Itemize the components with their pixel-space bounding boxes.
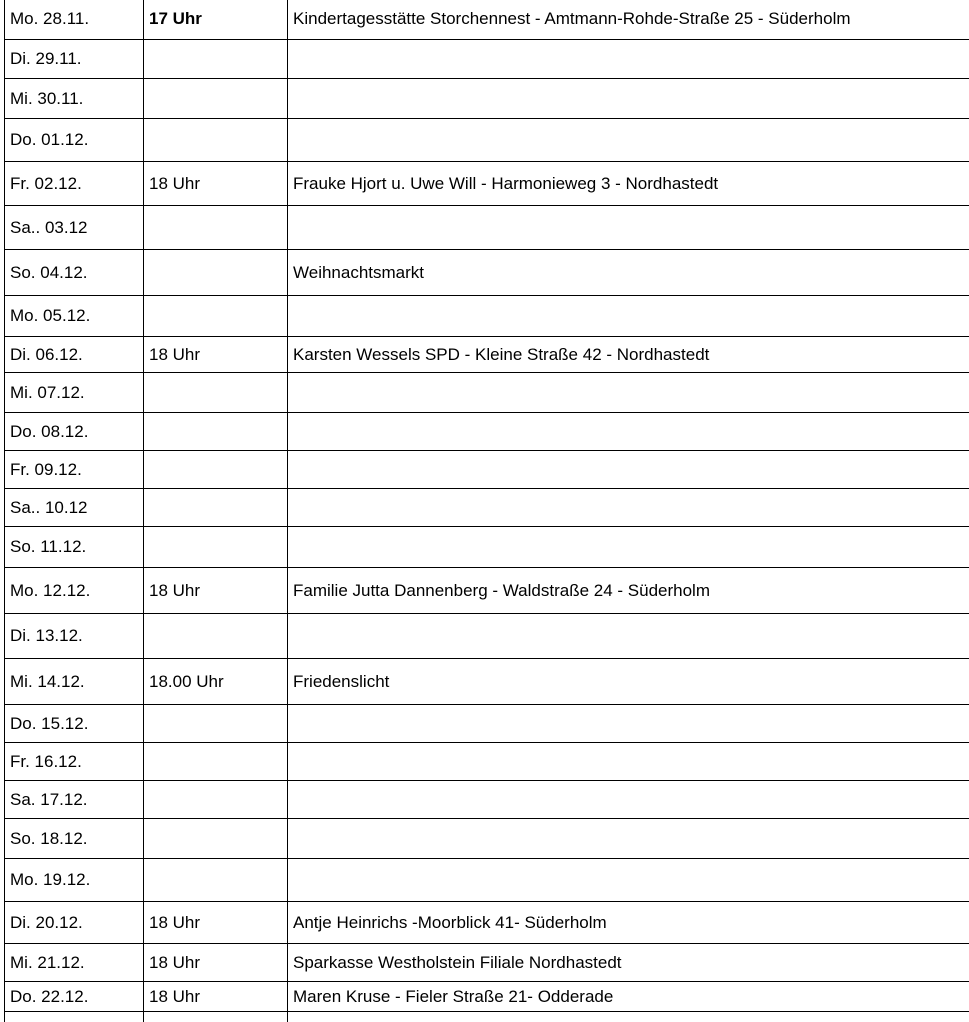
time-cell bbox=[144, 859, 288, 902]
table-row bbox=[5, 944, 969, 982]
event-cell bbox=[288, 743, 969, 781]
event-cell: Karsten Wessels SPD - Kleine Straße 42 - Nordhastedt bbox=[288, 337, 969, 373]
date-cell: Mi. 07.12. bbox=[5, 373, 144, 413]
date-cell: Mo. 19.12. bbox=[5, 859, 144, 902]
event-cell bbox=[288, 781, 969, 819]
time-cell: 18 Uhr bbox=[144, 337, 288, 373]
table-row bbox=[5, 79, 969, 119]
table-row bbox=[5, 614, 969, 659]
table-row bbox=[5, 373, 969, 413]
table-row bbox=[5, 982, 969, 1012]
date-cell: Do. 01.12. bbox=[5, 119, 144, 162]
date-cell: Do. 15.12. bbox=[5, 705, 144, 743]
event-cell bbox=[288, 296, 969, 337]
event-cell bbox=[288, 705, 969, 743]
time-cell bbox=[144, 614, 288, 659]
time-cell bbox=[144, 489, 288, 527]
event-cell bbox=[288, 489, 969, 527]
time-cell bbox=[144, 79, 288, 119]
schedule-table bbox=[4, 0, 969, 1022]
event-cell bbox=[288, 1012, 969, 1022]
event-cell bbox=[288, 413, 969, 451]
table-row bbox=[5, 489, 969, 527]
time-cell: 18.00 Uhr bbox=[144, 659, 288, 705]
date-cell: So. 18.12. bbox=[5, 819, 144, 859]
date-cell: Fr. 09.12. bbox=[5, 451, 144, 489]
table-row bbox=[5, 413, 969, 451]
time-cell bbox=[144, 527, 288, 568]
event-cell bbox=[288, 40, 969, 79]
date-cell: Mi. 14.12. bbox=[5, 659, 144, 705]
time-cell bbox=[144, 1012, 288, 1022]
date-cell: Do. 08.12. bbox=[5, 413, 144, 451]
table-row bbox=[5, 451, 969, 489]
event-cell bbox=[288, 373, 969, 413]
event-cell: Kindertagesstätte Storchennest - Amtmann-Rohde-Straße 25 - Süderholm bbox=[288, 0, 969, 40]
date-cell: Mi. 30.11. bbox=[5, 79, 144, 119]
table-row bbox=[5, 659, 969, 705]
table-row bbox=[5, 819, 969, 859]
table-row bbox=[5, 40, 969, 79]
time-cell bbox=[144, 705, 288, 743]
time-cell: 17 Uhr bbox=[144, 0, 288, 40]
table-row bbox=[5, 568, 969, 614]
event-cell: Weihnachtsmarkt bbox=[288, 250, 969, 296]
table-row bbox=[5, 902, 969, 944]
date-cell: Sa. 17.12. bbox=[5, 781, 144, 819]
table-row bbox=[5, 206, 969, 250]
table-row bbox=[5, 859, 969, 902]
date-cell: Di. 20.12. bbox=[5, 902, 144, 944]
date-cell: Fr. 16.12. bbox=[5, 743, 144, 781]
time-cell bbox=[144, 413, 288, 451]
event-cell: Friedenslicht bbox=[288, 659, 969, 705]
time-cell bbox=[144, 296, 288, 337]
table-row bbox=[5, 781, 969, 819]
event-cell: Maren Kruse - Fieler Straße 21- Odderade bbox=[288, 982, 969, 1012]
table-row bbox=[5, 119, 969, 162]
date-cell: Di. 13.12. bbox=[5, 614, 144, 659]
date-cell: Mo. 12.12. bbox=[5, 568, 144, 614]
time-cell bbox=[144, 40, 288, 79]
event-cell bbox=[288, 119, 969, 162]
table-row bbox=[5, 337, 969, 373]
date-cell: Fr. 02.12. bbox=[5, 162, 144, 206]
time-cell bbox=[144, 819, 288, 859]
time-cell: 18 Uhr bbox=[144, 944, 288, 982]
time-cell bbox=[144, 373, 288, 413]
event-cell bbox=[288, 614, 969, 659]
date-cell bbox=[5, 1012, 144, 1022]
date-cell: Sa.. 03.12 bbox=[5, 206, 144, 250]
time-cell: 18 Uhr bbox=[144, 568, 288, 614]
date-cell: Sa.. 10.12 bbox=[5, 489, 144, 527]
time-cell bbox=[144, 781, 288, 819]
time-cell bbox=[144, 743, 288, 781]
time-cell bbox=[144, 250, 288, 296]
table-row bbox=[5, 705, 969, 743]
event-cell: Familie Jutta Dannenberg - Waldstraße 24 - Süderholm bbox=[288, 568, 969, 614]
event-cell bbox=[288, 79, 969, 119]
date-cell: So. 11.12. bbox=[5, 527, 144, 568]
event-cell: Antje Heinrichs -Moorblick 41- Süderholm bbox=[288, 902, 969, 944]
table-row bbox=[5, 0, 969, 40]
event-cell: Frauke Hjort u. Uwe Will - Harmonieweg 3 - Nordhastedt bbox=[288, 162, 969, 206]
time-cell: 18 Uhr bbox=[144, 902, 288, 944]
time-cell bbox=[144, 206, 288, 250]
date-cell: Mo. 28.11. bbox=[5, 0, 144, 40]
date-cell: Do. 22.12. bbox=[5, 982, 144, 1012]
date-cell: Mo. 05.12. bbox=[5, 296, 144, 337]
event-cell bbox=[288, 206, 969, 250]
table-row bbox=[5, 743, 969, 781]
event-cell bbox=[288, 527, 969, 568]
table-row bbox=[5, 162, 969, 206]
table-row bbox=[5, 250, 969, 296]
event-cell bbox=[288, 451, 969, 489]
date-cell: So. 04.12. bbox=[5, 250, 144, 296]
date-cell: Mi. 21.12. bbox=[5, 944, 144, 982]
table-row bbox=[5, 527, 969, 568]
event-cell bbox=[288, 859, 969, 902]
date-cell: Di. 06.12. bbox=[5, 337, 144, 373]
table-row bbox=[5, 1012, 969, 1022]
time-cell: 18 Uhr bbox=[144, 982, 288, 1012]
time-cell: 18 Uhr bbox=[144, 162, 288, 206]
date-cell: Di. 29.11. bbox=[5, 40, 144, 79]
table-row bbox=[5, 296, 969, 337]
time-cell bbox=[144, 119, 288, 162]
event-cell: Sparkasse Westholstein Filiale Nordhastedt bbox=[288, 944, 969, 982]
event-cell bbox=[288, 819, 969, 859]
time-cell bbox=[144, 451, 288, 489]
